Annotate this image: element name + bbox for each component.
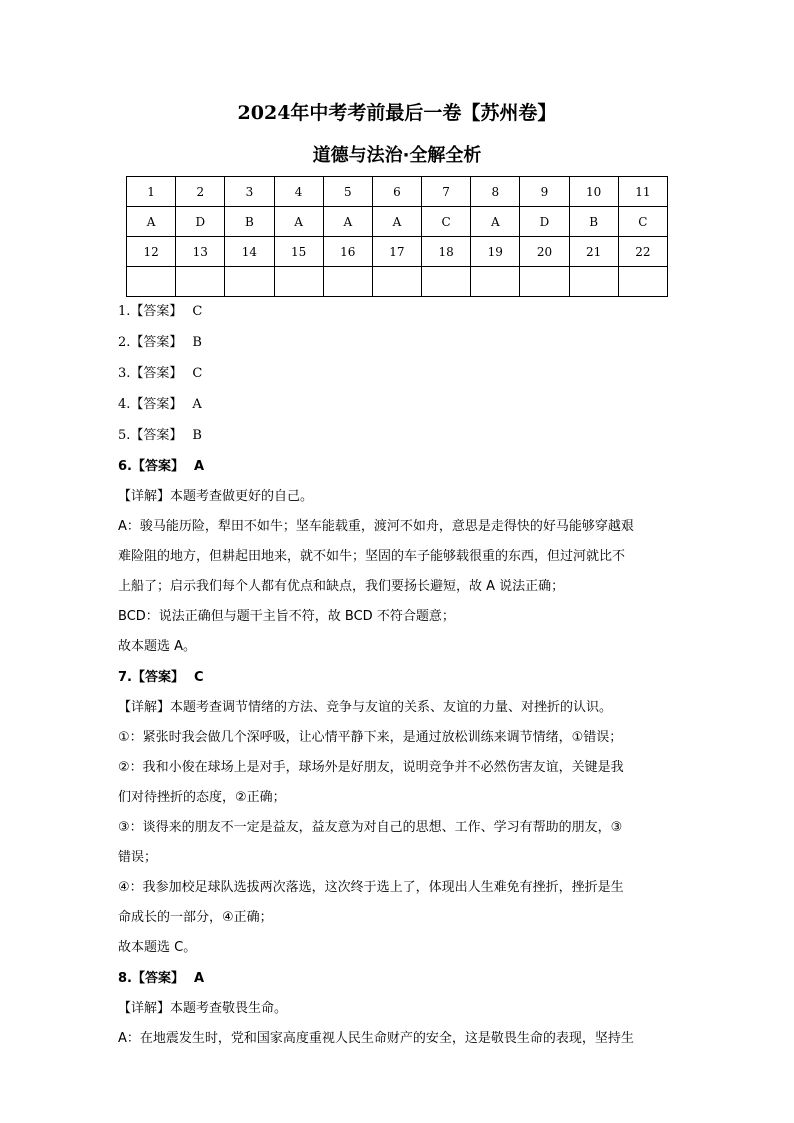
table-cell: 1 bbox=[127, 177, 176, 207]
table-cell: D bbox=[176, 207, 225, 237]
answer-table bbox=[126, 176, 668, 297]
answer-line-3: 3.【答案】 C bbox=[118, 366, 203, 381]
answer-line-7: 7.【答案】 C bbox=[118, 670, 204, 685]
table-cell: D bbox=[520, 207, 569, 237]
answer-line-5: 5.【答案】 B bbox=[118, 428, 202, 443]
answer-line-2: 2.【答案】 B bbox=[118, 335, 202, 350]
table-cell: C bbox=[618, 207, 667, 237]
q7-text-line: ④：我参加校足球队选拔两次落选，这次终于选上了，体现出人生难免有挫折，挫折是生 bbox=[118, 880, 624, 895]
table-row bbox=[127, 177, 668, 207]
table-cell bbox=[422, 267, 471, 297]
table-cell: 15 bbox=[274, 237, 323, 267]
q6-text-line: BCD：说法正确但与题干主旨不符，故 BCD 不符合题意； bbox=[118, 609, 455, 624]
table-cell: 6 bbox=[372, 177, 421, 207]
table-cell: 18 bbox=[422, 237, 471, 267]
table-cell: 12 bbox=[127, 237, 176, 267]
table-cell: 19 bbox=[471, 237, 520, 267]
table-row bbox=[127, 237, 668, 267]
table-cell: 2 bbox=[176, 177, 225, 207]
table-cell bbox=[618, 267, 667, 297]
q8-text-line: 【详解】本题考查敬畏生命。 bbox=[118, 1001, 288, 1016]
table-cell: C bbox=[422, 207, 471, 237]
table-cell: 4 bbox=[274, 177, 323, 207]
table-cell bbox=[372, 267, 421, 297]
answer-line-1: 1.【答案】 C bbox=[118, 304, 203, 319]
table-cell: 21 bbox=[569, 237, 618, 267]
table-cell: 8 bbox=[471, 177, 520, 207]
q8-text-line: A：在地震发生时，党和国家高度重视人民生命财产的安全，这是敬畏生命的表现，坚持生 bbox=[118, 1031, 634, 1046]
table-cell: 7 bbox=[422, 177, 471, 207]
table-cell bbox=[225, 267, 274, 297]
table-cell bbox=[323, 267, 372, 297]
table-cell: 20 bbox=[520, 237, 569, 267]
answer-content bbox=[118, 296, 678, 1054]
table-cell: 14 bbox=[225, 237, 274, 267]
table-cell bbox=[176, 267, 225, 297]
table-row bbox=[127, 207, 668, 237]
table-cell: 13 bbox=[176, 237, 225, 267]
table-cell bbox=[569, 267, 618, 297]
q7-text-line: ③：谈得来的朋友不一定是益友，益友意为对自己的思想、工作、学习有帮助的朋友，③ bbox=[118, 820, 623, 835]
q7-text-line: 故本题选 C。 bbox=[118, 940, 197, 955]
q7-text-line: 命成长的一部分，④正确； bbox=[118, 910, 273, 925]
q6-text-line: 上船了；启示我们每个人都有优点和缺点，我们要扬长避短，故 A 说法正确； bbox=[118, 579, 565, 594]
table-cell: 5 bbox=[323, 177, 372, 207]
answer-line-8: 8.【答案】 A bbox=[118, 971, 205, 986]
table-cell bbox=[471, 267, 520, 297]
table-cell: 3 bbox=[225, 177, 274, 207]
table-cell: A bbox=[372, 207, 421, 237]
table-cell: 16 bbox=[323, 237, 372, 267]
table-cell: 22 bbox=[618, 237, 667, 267]
q7-text-line: 错误； bbox=[118, 850, 158, 865]
table-row bbox=[127, 267, 668, 297]
table-cell: B bbox=[225, 207, 274, 237]
q6-text-line: 【详解】本题考查做更好的自己。 bbox=[118, 489, 314, 504]
table-cell: 9 bbox=[520, 177, 569, 207]
q6-text-line: A：骏马能历险，犁田不如牛；坚车能载重，渡河不如舟，意思是走得快的好马能够穿越艰 bbox=[118, 519, 634, 534]
q7-text-line: ①：紧张时我会做几个深呼吸，让心情平静下来，是通过放松训练来调节情绪，①错误； bbox=[118, 730, 623, 745]
answer-line-4: 4.【答案】 A bbox=[118, 397, 202, 412]
document-subtitle: 道德与法治·全解全析 bbox=[312, 145, 482, 166]
table-cell: A bbox=[127, 207, 176, 237]
table-cell: 17 bbox=[372, 237, 421, 267]
table-cell: A bbox=[471, 207, 520, 237]
answer-line-6: 6.【答案】 A bbox=[118, 459, 205, 474]
q7-text-line: 们对待挫折的态度，②正确； bbox=[118, 790, 286, 805]
q7-text-line: ②：我和小俊在球场上是对手，球场外是好朋友，说明竞争并不必然伤害友谊，关键是我 bbox=[118, 760, 624, 775]
q6-text-line: 难险阻的地方，但耕起田地来，就不如牛；坚固的车子能够载很重的东西，但过河就比不 bbox=[118, 549, 626, 564]
q6-text-line: 故本题选 A。 bbox=[118, 639, 197, 654]
table-cell: 10 bbox=[569, 177, 618, 207]
q7-text-line: 【详解】本题考查调节情绪的方法、竞争与友谊的关系、友谊的力量、对挫折的认识。 bbox=[118, 700, 613, 715]
table-cell bbox=[274, 267, 323, 297]
table-cell: 11 bbox=[618, 177, 667, 207]
document-title: 2024年中考考前最后一卷【苏州卷】 bbox=[237, 102, 557, 124]
table-cell: A bbox=[323, 207, 372, 237]
table-cell bbox=[520, 267, 569, 297]
table-cell: B bbox=[569, 207, 618, 237]
table-cell: A bbox=[274, 207, 323, 237]
table-cell bbox=[127, 267, 176, 297]
